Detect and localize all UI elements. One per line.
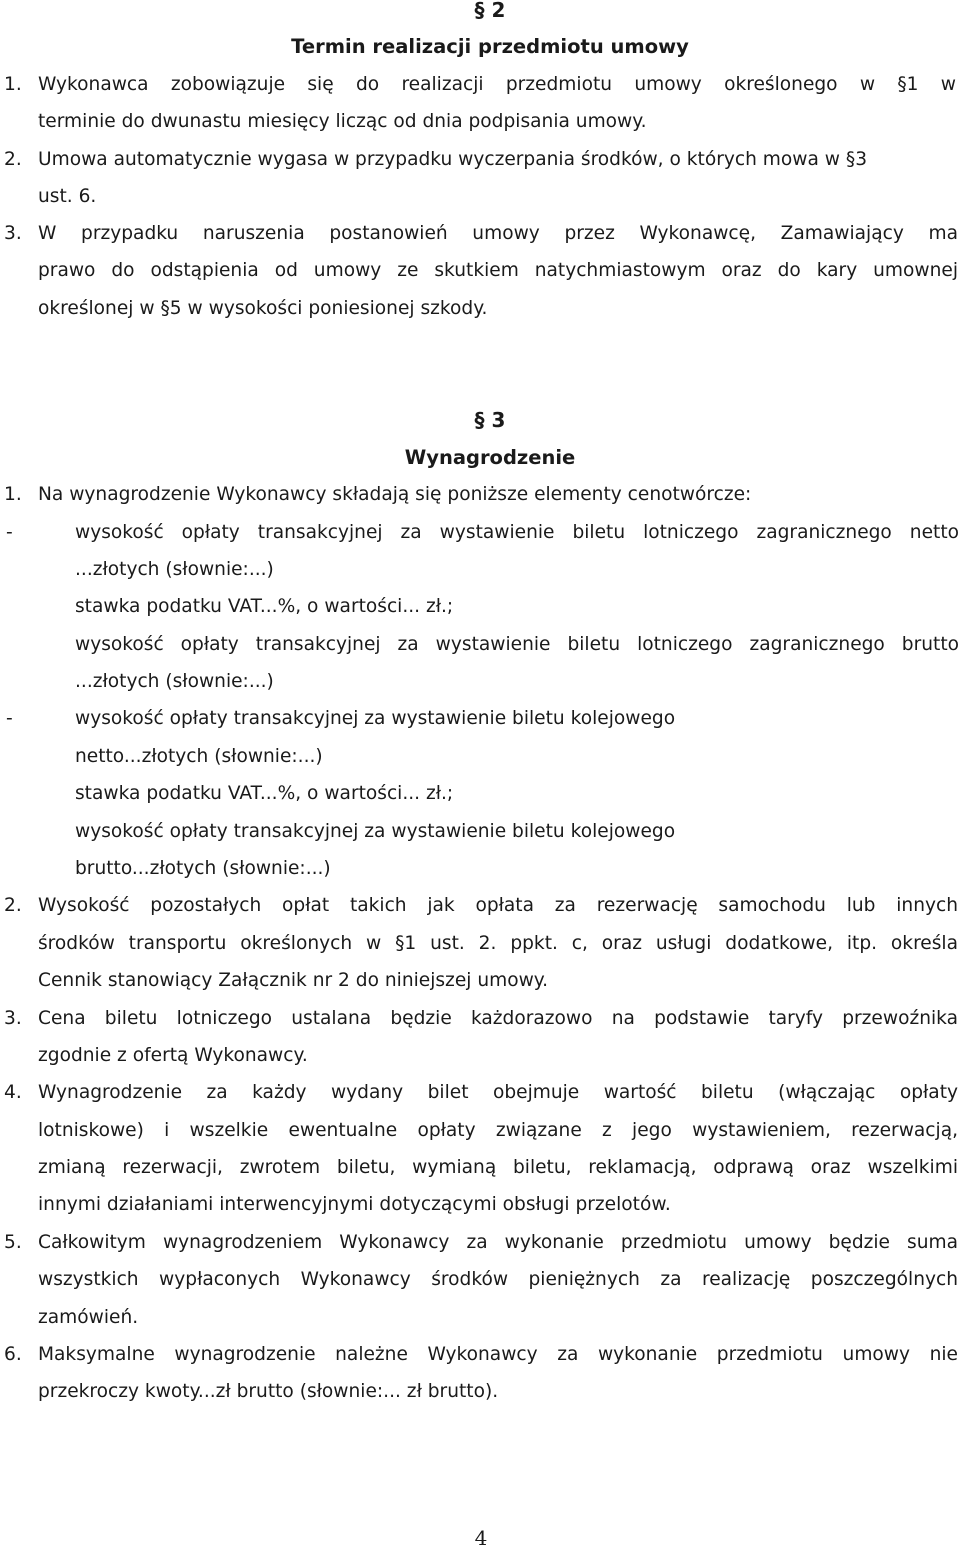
section-3-heading: § 3 xyxy=(474,408,506,432)
item-line: zgodnie z ofertą Wykonawcy. xyxy=(38,1045,308,1066)
item-line: lotniskowe) i wszelkie ewentualne opłaty związane z jego wystawieniem, rezerwacją, xyxy=(38,1120,958,1141)
fee-line: stawka podatku VAT...%, o wartości... zł.; xyxy=(75,596,454,617)
fee-line: ...złotych (słownie:...) xyxy=(75,559,274,580)
page-number: 4 xyxy=(474,1526,488,1550)
item-line: zmianą rezerwacji, zwrotem biletu, wymianą biletu, reklamacją, odprawą oraz wszelkimi xyxy=(38,1157,958,1178)
item-line: wszystkich wypłaconych Wykonawcy środków pieniężnych za realizację poszczególnych xyxy=(38,1269,958,1290)
fee-line: wysokość opłaty transakcyjnej za wystawienie biletu lotniczego zagranicznego brutto xyxy=(75,634,959,655)
fee-line: wysokość opłaty transakcyjnej za wystawienie biletu lotniczego zagranicznego netto xyxy=(75,522,959,543)
item-line: środków transportu określonych w §1 ust. 2. ppkt. c, oraz usługi dodatkowe, itp. określa xyxy=(38,933,958,954)
list-dash: - xyxy=(6,708,13,729)
item-line: Cennik stanowiący Załącznik nr 2 do niniejszej umowy. xyxy=(38,970,549,991)
fee-line: wysokość opłaty transakcyjnej za wystawienie biletu kolejowego xyxy=(75,708,676,729)
item-line: określonej w §5 w wysokości poniesionej szkody. xyxy=(38,298,488,319)
item-line: Cena biletu lotniczego ustalana będzie każdorazowo na podstawie taryfy przewoźnika xyxy=(38,1008,958,1029)
item-number: 3. xyxy=(4,1008,22,1029)
fee-line: stawka podatku VAT...%, o wartości... zł.; xyxy=(75,783,454,804)
fee-line: wysokość opłaty transakcyjnej za wystawienie biletu kolejowego xyxy=(75,821,676,842)
item-intro: Na wynagrodzenie Wykonawcy składają się poniższe elementy cenotwórcze: xyxy=(38,484,752,505)
item-number: 4. xyxy=(4,1082,22,1103)
item-number: 6. xyxy=(4,1344,22,1365)
item-line: zamówień. xyxy=(38,1307,139,1328)
item-line: ust. 6. xyxy=(38,186,97,207)
item-number: 5. xyxy=(4,1232,22,1253)
item-number: 2. xyxy=(4,149,22,170)
item-line: przekroczy kwoty...zł brutto (słownie:... zł brutto). xyxy=(38,1381,499,1402)
list-dash: - xyxy=(6,522,13,543)
fee-line: ...złotych (słownie:...) xyxy=(75,671,274,692)
section-3-title: Wynagrodzenie xyxy=(404,446,576,469)
item-number: 1. xyxy=(4,74,22,95)
fee-line: brutto...złotych (słownie:...) xyxy=(75,858,331,879)
fee-line: netto...złotych (słownie:...) xyxy=(75,746,323,767)
item-line: Wykonawca zobowiązuje się do realizacji przedmiotu umowy określonego w §1 w xyxy=(38,74,956,95)
item-line: innymi działaniami interwencyjnymi dotyczącymi obsługi przelotów. xyxy=(38,1194,671,1215)
section-2-heading: § 2 xyxy=(474,0,506,22)
item-line: prawo do odstąpienia od umowy ze skutkiem natychmiastowym oraz do kary umownej xyxy=(38,260,958,281)
item-line: Umowa automatycznie wygasa w przypadku wyczerpania środków, o których mowa w §3 xyxy=(38,149,868,170)
item-line: Maksymalne wynagrodzenie należne Wykonawcy za wykonanie przedmiotu umowy nie xyxy=(38,1344,958,1365)
item-line: terminie do dwunastu miesięcy licząc od dnia podpisania umowy. xyxy=(38,111,647,132)
item-number: 2. xyxy=(4,895,22,916)
item-line: Wynagrodzenie za każdy wydany bilet obejmuje wartość biletu (włączając opłaty xyxy=(38,1082,958,1103)
section-2-title: Termin realizacji przedmiotu umowy xyxy=(291,35,689,58)
item-line: Całkowitym wynagrodzeniem Wykonawcy za wykonanie przedmiotu umowy będzie suma xyxy=(38,1232,958,1253)
item-line: Wysokość pozostałych opłat takich jak opłata za rezerwację samochodu lub innych xyxy=(38,895,958,916)
item-number: 3. xyxy=(4,223,22,244)
item-line: W przypadku naruszenia postanowień umowy przez Wykonawcę, Zamawiający ma xyxy=(38,223,958,244)
item-number: 1. xyxy=(4,484,22,505)
